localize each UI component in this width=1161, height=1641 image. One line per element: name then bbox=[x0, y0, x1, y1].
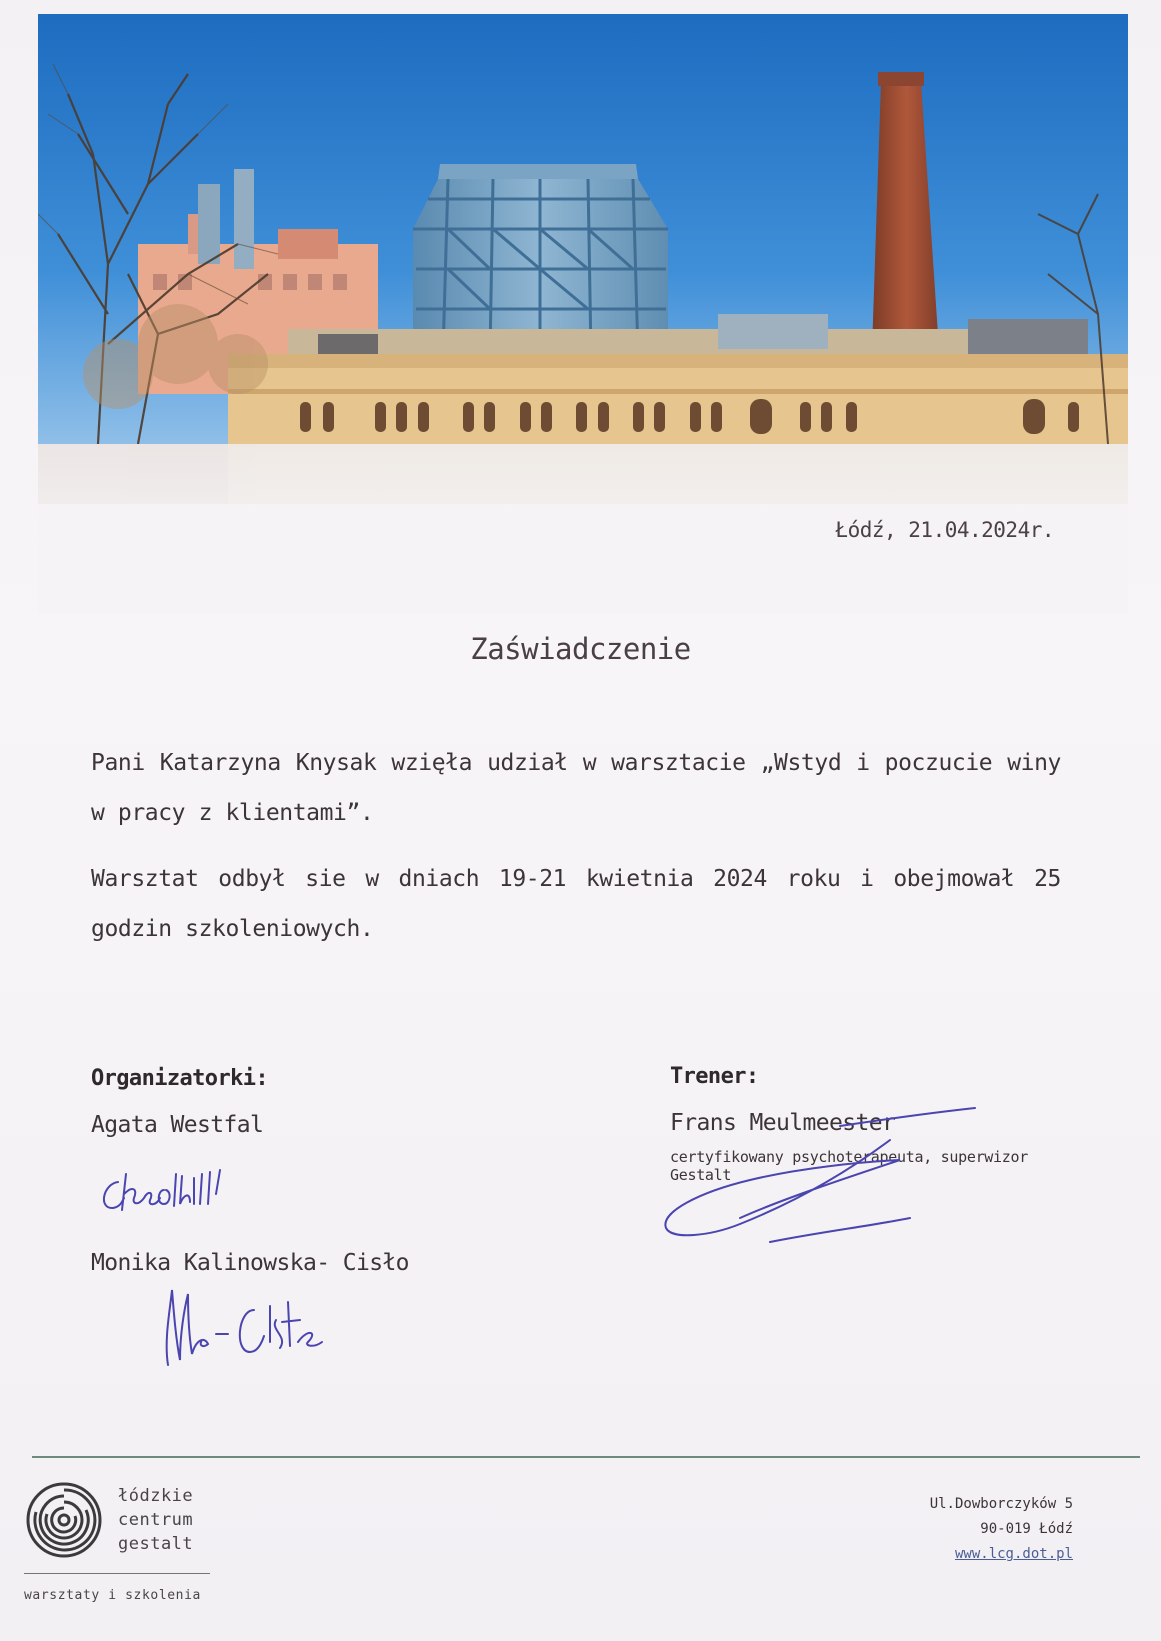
concentric-circles-icon bbox=[24, 1480, 104, 1560]
footer-divider bbox=[32, 1456, 1140, 1458]
trainer-name: Frans Meulmeester bbox=[670, 1110, 896, 1136]
logo-underline bbox=[24, 1573, 210, 1574]
signature-agata-westfal bbox=[98, 1164, 248, 1224]
logo-line-2: centrum bbox=[118, 1510, 194, 1530]
logo-tagline: warsztaty i szkolenia bbox=[24, 1588, 201, 1603]
participation-statement: Pani Katarzyna Knysak wzięła udział w warsztacie „Wstyd i poczucie winy w pracy z klientami”. bbox=[91, 750, 1061, 826]
logo-wordmark bbox=[118, 1484, 193, 1556]
logo-line-1: łódzkie bbox=[118, 1486, 194, 1506]
logo-line-3: gestalt bbox=[118, 1534, 194, 1554]
signature-frans-meulmeester bbox=[660, 1100, 980, 1250]
organizer-name-2: Monika Kalinowska- Cisło bbox=[91, 1250, 409, 1276]
signature-monika-kalinowska-cislo bbox=[158, 1280, 328, 1372]
document-date: Łódź, 21.04.2024r. bbox=[835, 518, 1054, 542]
organizers-heading: Organizatorki: bbox=[91, 1066, 269, 1091]
trainer-heading: Trener: bbox=[670, 1064, 759, 1089]
organizer-name-1: Agata Westfal bbox=[91, 1112, 264, 1138]
document-title: Zaświadczenie bbox=[470, 632, 691, 666]
workshop-details: Warsztat odbył sie w dniach 19-21 kwietnia 2024 roku i obejmował 25 godzin szkoleniowych. bbox=[91, 866, 1061, 942]
address-city: 90-019 Łódź bbox=[980, 1521, 1073, 1537]
website-link[interactable]: www.lcg.dot.pl bbox=[954, 1546, 1073, 1562]
address-street: Ul.Dowborczyków 5 bbox=[929, 1496, 1073, 1512]
trainer-credentials-line2: Gestalt bbox=[670, 1166, 732, 1184]
trainer-credentials-line1: certyfikowany psychoterapeuta, superwizor bbox=[670, 1148, 1028, 1166]
footer-address bbox=[930, 1492, 1073, 1567]
